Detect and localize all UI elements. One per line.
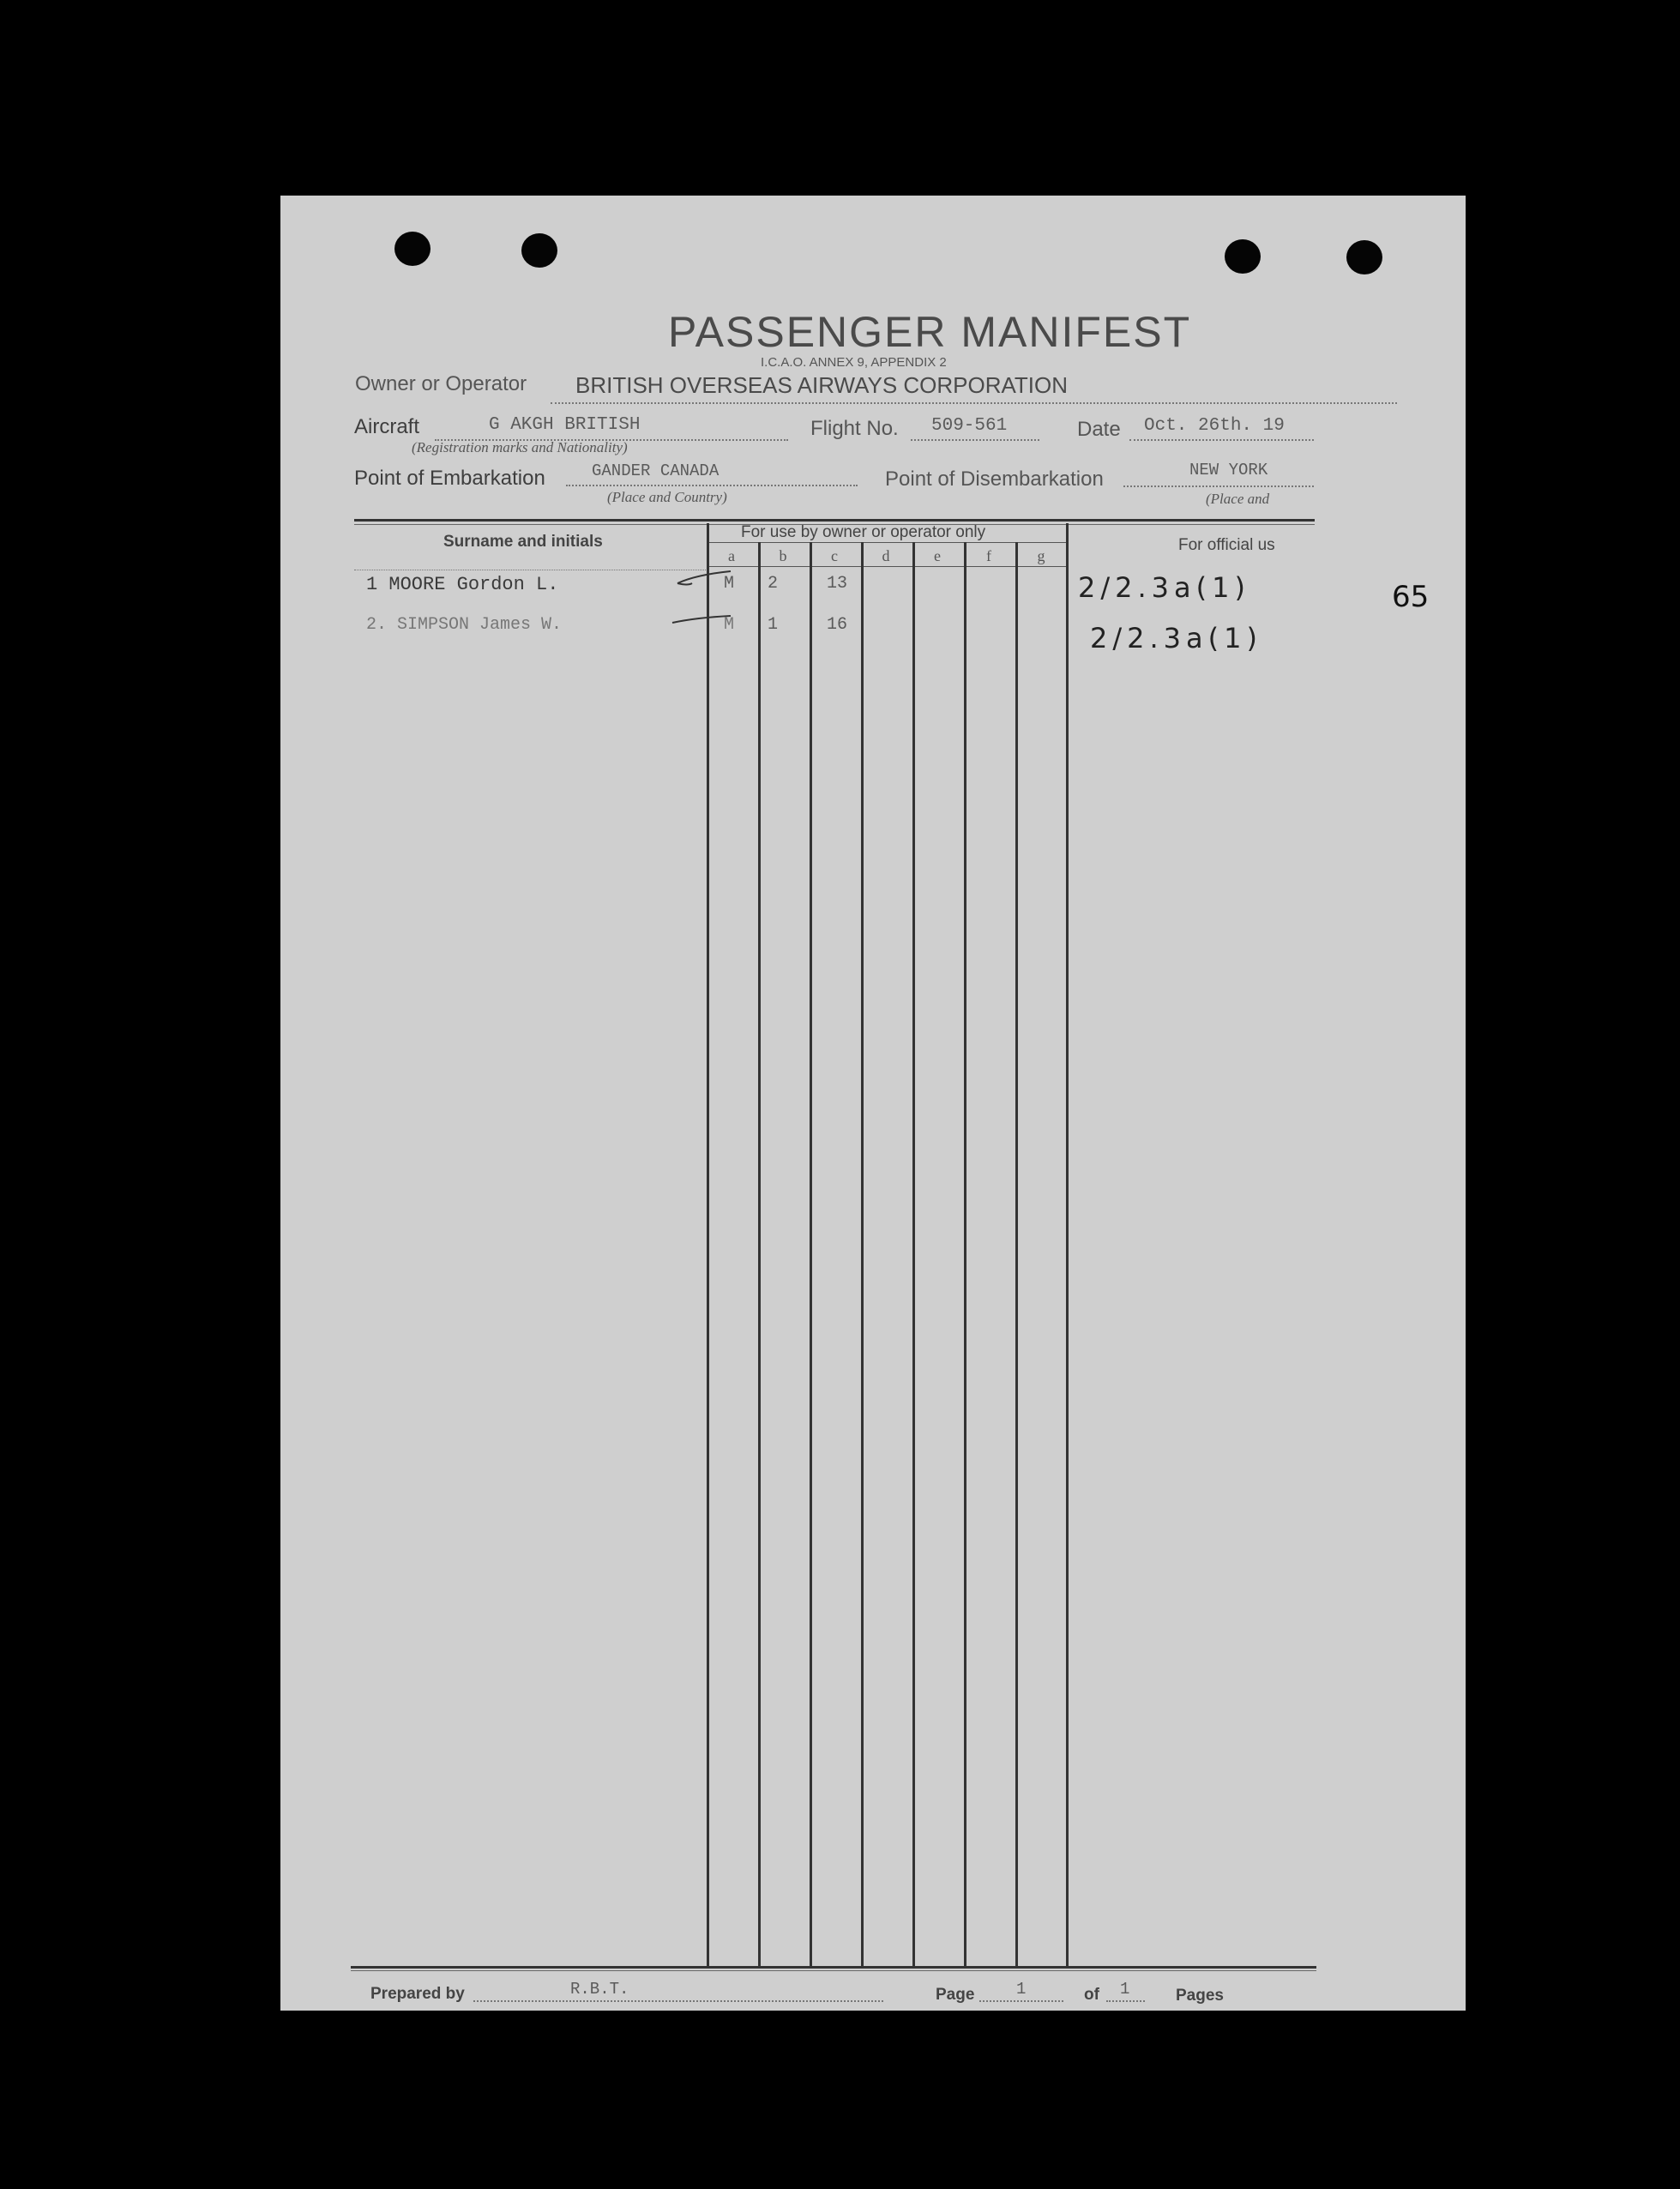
owner-value: BRITISH OVERSEAS AIRWAYS CORPORATION bbox=[575, 372, 1069, 398]
column-g: g bbox=[1037, 547, 1045, 564]
official-code: 2/2.3a(1) bbox=[1078, 571, 1250, 604]
header-official-use: For official us bbox=[1178, 536, 1275, 554]
cell-a: M bbox=[724, 574, 735, 594]
cell-c: 13 bbox=[827, 574, 848, 594]
owner-label: Owner or Operator bbox=[355, 372, 527, 395]
aircraft-note: (Registration marks and Nationality) bbox=[412, 439, 628, 455]
page-subtitle: I.C.A.O. ANNEX 9, APPENDIX 2 bbox=[761, 355, 947, 370]
embarkation-label: Point of Embarkation bbox=[354, 467, 545, 490]
punch-hole-2 bbox=[521, 233, 557, 268]
passenger-name: 2. SIMPSON James W. bbox=[366, 615, 563, 635]
passenger-name: 1 MOORE Gordon L. bbox=[366, 574, 559, 595]
embarkation-note: (Place and Country) bbox=[607, 489, 727, 505]
column-d: d bbox=[882, 547, 890, 564]
date-value: Oct. 26th. 19 bbox=[1144, 416, 1285, 436]
column-c: c bbox=[831, 547, 838, 564]
column-b: b bbox=[779, 547, 787, 564]
page-value: 1 bbox=[1016, 1980, 1027, 1999]
cell-b: 2 bbox=[768, 574, 779, 594]
flight-label: Flight No. bbox=[810, 417, 899, 440]
disembarkation-value: NEW YORK bbox=[1189, 461, 1268, 479]
cell-c: 16 bbox=[827, 615, 848, 635]
of-label: of bbox=[1084, 1986, 1099, 2004]
stamp-number: 65 bbox=[1392, 580, 1430, 614]
header-surname: Surname and initials bbox=[443, 533, 603, 551]
header-owner-use: For use by owner or operator only bbox=[741, 523, 986, 541]
date-label: Date bbox=[1077, 418, 1121, 441]
prepared-by-value: R.B.T. bbox=[570, 1980, 629, 1999]
column-e: e bbox=[934, 547, 941, 564]
flight-value: 509-561 bbox=[931, 416, 1008, 436]
disembarkation-label: Point of Disembarkation bbox=[885, 467, 1104, 491]
aircraft-value: G AKGH BRITISH bbox=[489, 415, 641, 435]
cell-a: M bbox=[724, 615, 735, 635]
column-f: f bbox=[986, 547, 991, 564]
punch-hole-3 bbox=[1225, 239, 1261, 274]
prepared-by-label: Prepared by bbox=[370, 1985, 465, 2003]
aircraft-label: Aircraft bbox=[354, 415, 420, 438]
of-value: 1 bbox=[1120, 1980, 1130, 1999]
disembarkation-note: (Place and bbox=[1206, 491, 1270, 507]
manifest-page bbox=[280, 196, 1466, 2011]
punch-hole-1 bbox=[394, 232, 431, 266]
page-label: Page bbox=[936, 1986, 975, 2004]
cell-b: 1 bbox=[768, 615, 779, 635]
embarkation-value: GANDER CANADA bbox=[592, 461, 720, 480]
pages-label: Pages bbox=[1176, 1987, 1224, 2005]
punch-hole-4 bbox=[1346, 240, 1382, 274]
official-code: 2/2.3a(1) bbox=[1090, 622, 1262, 654]
page-title: PASSENGER MANIFEST bbox=[668, 308, 1192, 356]
column-a: a bbox=[728, 547, 735, 564]
check-mark-icon bbox=[671, 564, 739, 633]
